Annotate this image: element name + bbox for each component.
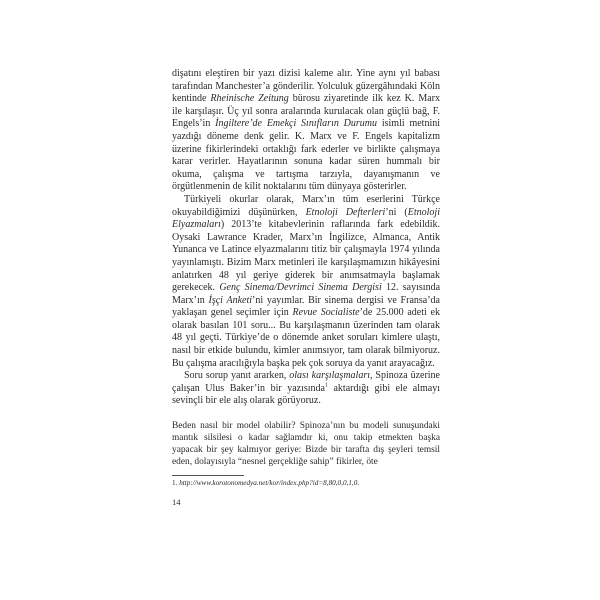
italic-text: Genç Sinema/Devrimci Sinema Dergisi bbox=[219, 282, 382, 294]
text-run: 12. sayısında Marx’ın bbox=[172, 282, 441, 306]
footnote-ref: 1 bbox=[324, 382, 328, 389]
book-page bbox=[172, 68, 440, 509]
body-paragraph bbox=[172, 370, 440, 408]
block-quote: Beden nasıl bir model olabilir? Spinoza’nın bu modeli sunuşundaki mantık silsilesi o kadar sağlamdır ki, onu takip etmekten başka yapacak bir şey kalmıyor geriye: Bizde bir tarafta dış şeyleri temsil eden, dolayısıyla “nesnel gerçekliğe sahip” fikirler, öte bbox=[172, 421, 440, 468]
body-text bbox=[172, 68, 440, 408]
text-run: ) 2013’te kitabevlerinin raflarında fark edebildik. Oysaki Lawrance Krader, Marx’ın İngilizce, Almanca, Antik Yunanca ve Latince elyazmalarını titiz bir çalışmayla 1974 yılında yayınlamıştı. Bizim Marx metinleri ile karşılaşmamızın hikâyesini anlatırken 48 yıl geriye giderek bir anımsatmayla başlamak gerekecek. bbox=[172, 219, 440, 294]
italic-text: İngiltere’de Emekçi Sınıfların Durumu bbox=[215, 118, 378, 130]
text-run: ’de 25.000 adeti ek olarak basılan 101 soru... Bu karşılaşmanın üzerinden tam olarak 48 yıl geçti. Türkiye’de o dönemde anket soruları kimlere ulaştı, nasıl bir etkide bulundu, kimler anımsıyor, tam olarak bilmiyoruz. Bu çalışma aracılığıyla başka pek çok soruya da yanıt arayacağız. bbox=[172, 307, 440, 369]
text-run: ’ni ( bbox=[385, 206, 408, 218]
footnote-divider bbox=[172, 475, 244, 476]
footnote-number: 1. bbox=[172, 479, 178, 488]
italic-text: İşçi Anketi bbox=[208, 294, 253, 306]
italic-text: olası karşılaşmaları bbox=[289, 370, 370, 382]
body-paragraph bbox=[172, 194, 440, 370]
text-run: dişatını eleştiren bir yazı dizisi kaleme alır. Yine aynı yıl babası tarafından Manchester’a gönderilir. Yolculuk güzergâhındaki Köln kentinde bbox=[172, 68, 440, 105]
text-run: bürosu ziyaretinde ilk kez K. Marx ile karşılaşır. Üç yıl sonra aralarında kurulacak olan güçlü bağ, F. Engels’in bbox=[172, 93, 440, 130]
footnote-url: http://www.korotonomedya.net/kor/index.php?id=8,80,0,0,1,0. bbox=[179, 479, 360, 488]
text-run: ’ni yayımlar. Bir sinema dergisi ve Fransa’da yaklaşan genel seçimler için bbox=[172, 294, 440, 319]
body-paragraph bbox=[172, 68, 440, 194]
text-run: aktardığı gibi ele almayı sevinçli bir ele alış olarak görüyoruz. bbox=[172, 382, 441, 407]
footnote bbox=[172, 479, 440, 488]
text-run: Türkiyeli okurlar olarak, Marx’ın tüm eserlerini Türkçe okuyabildiğimizi düşünürken, bbox=[172, 193, 440, 218]
italic-text: Etnoloji Elyazmaları bbox=[172, 206, 440, 231]
page-number: 14 bbox=[172, 497, 181, 508]
italic-text: Revue Socialiste bbox=[292, 307, 360, 319]
text-run: isimli metnini yazdığı döneme denk gelir. K. Marx ve F. Engels kapitalizm üzerine fikirlerindeki ortaklığı fark ederler ve birlikte çalışmaya karar verirler. Hayatlarının sonuna kadar süren hummalı bir okuma, çalışma ve tartışma tarzıyla, dayanışmanın ve örgütlenmenin de kilit noktalarını tüm dünyaya gösterirler. bbox=[172, 118, 441, 193]
italic-text: Etnoloji Defterleri bbox=[305, 206, 386, 218]
text-run: , Spinoza üzerine çalışan Ulus Baker’in bir yazısında bbox=[172, 370, 440, 394]
italic-text: Rheinische Zeitung bbox=[210, 93, 289, 105]
text-run: Soru sorup yanıt ararken, bbox=[184, 370, 290, 382]
